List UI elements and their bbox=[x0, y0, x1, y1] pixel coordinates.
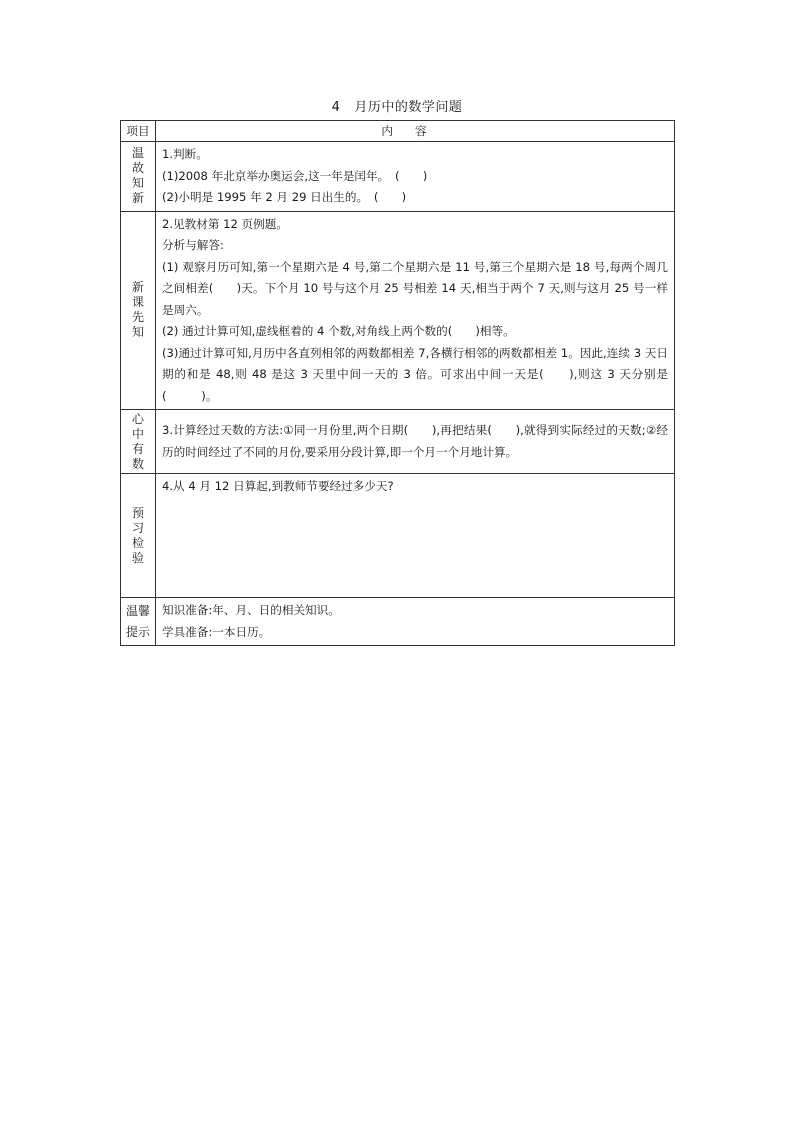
lesson-title: 月历中的数学问题 bbox=[354, 100, 463, 115]
analysis-item-3: (3)通过计算可知,月历中各直列相邻的两数都相差 7,各横行相邻的两数都相差 1。因此,连续 3 天日期的和是 48,则 48 是这 3 天里中间一天的 3 倍。可求出中间一天是( ),则这 3 天分别是( )。 bbox=[162, 345, 668, 403]
row-label-cell bbox=[121, 142, 156, 212]
row-content-preview-check bbox=[156, 474, 675, 598]
row-label-preview-check: 预习检验 bbox=[131, 505, 144, 565]
header-item-cell: 项目 bbox=[121, 121, 156, 142]
tip-tools-prep: 学具准备:一本日历。 bbox=[162, 624, 271, 639]
row-label-tips-top: 温馨 bbox=[125, 603, 150, 618]
table-row-tips bbox=[121, 598, 675, 646]
row-label-new-lesson: 新课先知 bbox=[131, 280, 144, 340]
analysis-item-1: (1) 观察月历可知,第一个星期六是 4 号,第二个星期六是 11 号,第三个星期六是 18 号,每两个周几之间相差( )天。下个月 10 号与这个月 25 号相差 14 天,相当于两个 7 天,则与这月 25 号一样是周六。 bbox=[162, 259, 668, 317]
header-content-cell bbox=[156, 121, 675, 142]
row-content-new-lesson bbox=[156, 211, 675, 410]
worksheet-table bbox=[120, 120, 675, 646]
row-content-tips bbox=[156, 598, 675, 646]
table-row-key-points bbox=[121, 410, 675, 474]
row-content-review bbox=[156, 142, 675, 212]
lesson-number: 4 bbox=[331, 100, 341, 115]
row-label-cell bbox=[121, 598, 156, 646]
table-row-new-lesson bbox=[121, 211, 675, 410]
review-question-heading: 1.判断。 bbox=[162, 147, 208, 161]
row-label-tips-bottom: 提示 bbox=[125, 624, 150, 639]
key-points-method: 3.计算经过天数的方法:①同一月份里,两个日期( ),再把结果( ),就得到实际经过的天数;②经历的时间经过了不同的月份,要采用分段计算,即一个月一个月地计算。 bbox=[162, 423, 668, 459]
review-judgment-2: (2)小明是 1995 年 2 月 29 日出生的。 ( ) bbox=[162, 190, 407, 204]
row-label-key-points: 心中有数 bbox=[131, 411, 144, 471]
row-content-key-points bbox=[156, 410, 675, 474]
review-judgment-1: (1)2008 年北京举办奥运会,这一年是闰年。 ( ) bbox=[162, 168, 428, 183]
analysis-heading: 分析与解答: bbox=[162, 238, 224, 252]
analysis-item-2: (2) 通过计算可知,虚线框着的 4 个数,对角线上两个数的( )相等。 bbox=[162, 324, 515, 338]
row-label-cell bbox=[121, 211, 156, 410]
table-row-preview-check bbox=[121, 474, 675, 598]
row-label-cell bbox=[121, 474, 156, 598]
tip-knowledge-prep: 知识准备:年、月、日的相关知识。 bbox=[162, 603, 340, 617]
table-header-row bbox=[121, 121, 675, 142]
row-label-cell bbox=[121, 410, 156, 474]
new-lesson-reference: 2.见教材第 12 页例题。 bbox=[162, 216, 288, 231]
row-label-review: 温故知新 bbox=[131, 146, 144, 206]
header-content-label: 内容 bbox=[381, 124, 449, 138]
page-title bbox=[0, 99, 794, 117]
preview-question: 4.从 4 月 12 日算起,到教师节要经过多少天? bbox=[162, 479, 394, 493]
table-row-review bbox=[121, 142, 675, 212]
